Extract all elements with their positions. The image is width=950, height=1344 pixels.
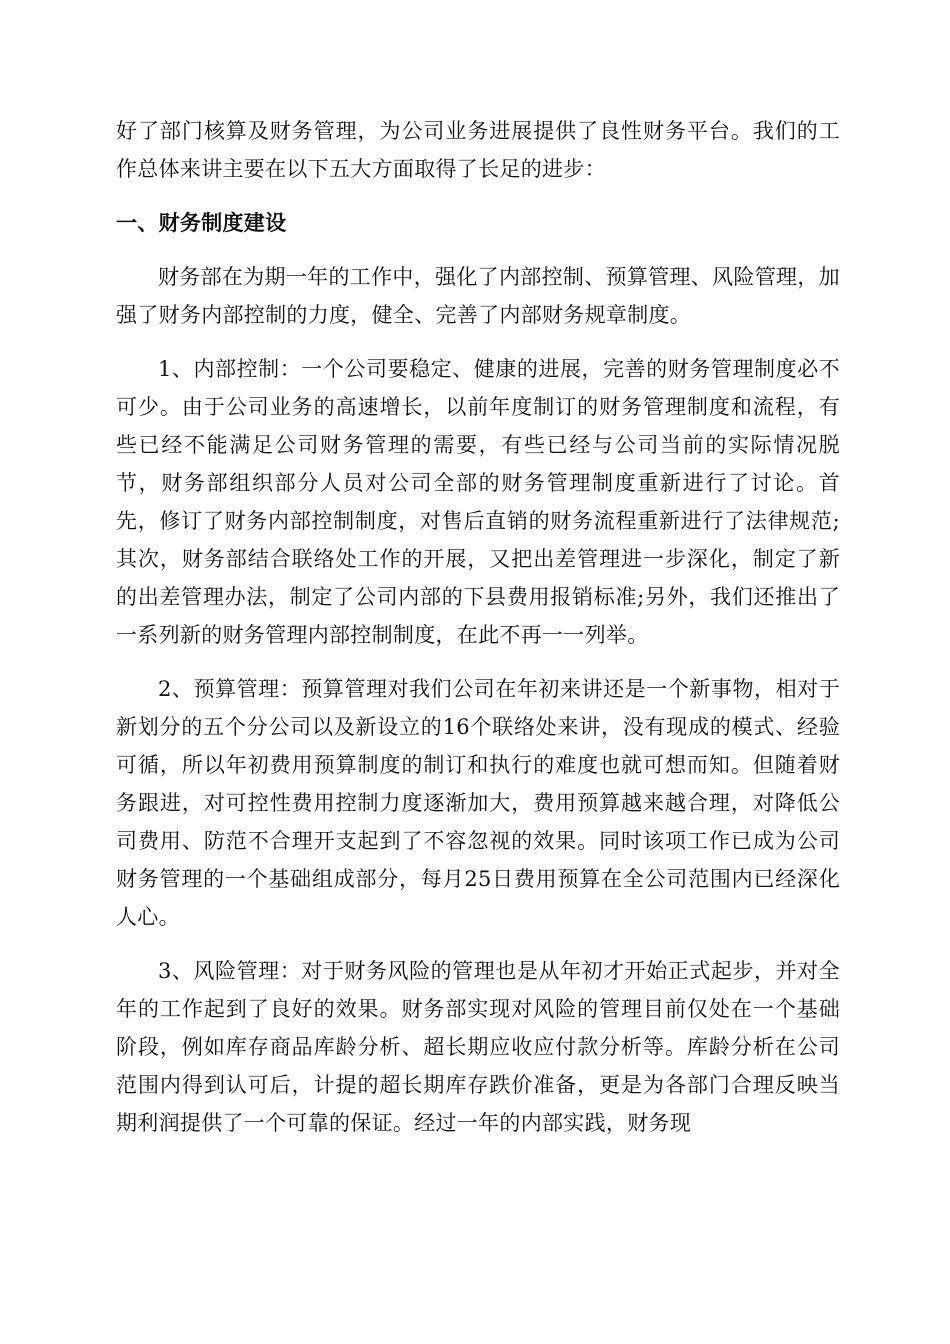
paragraph-risk-management: 3、风险管理：对于财务风险的管理也是从年初才开始正式起步，并对全年的工作起到了良好的效果。财务部实现对风险的管理目前仅处在一个基础阶段，例如库存商品库龄分析、超长期应收应付款分析等。库龄分析在公司范围内得到认可后，计提的超长期库存跌价准备，更是为各部门合理反映当期利润提供了一个可靠的保证。经过一年的内部实践，财务现	[116, 959, 840, 1135]
intro-paragraph: 好了部门核算及财务管理，为公司业务进展提供了良性财务平台。我们的工作总体来讲主要在以下五大方面取得了长足的进步：	[116, 119, 840, 181]
paragraph-internal-control: 1、内部控制：一个公司要稳定、健康的进展，完善的财务管理制度必不可少。由于公司业务的高速增长，以前年度制订的财务管理制度和流程，有些已经不能满足公司财务管理的需要，有些已经与公司当前的实际情况脱节，财务部组织部分人员对公司全部的财务管理制度重新进行了讨论。首先，修订了财务内部控制制度，对售后直销的财务流程重新进行了法律规范;其次，财务部结合联络处工作的开展，又把出差管理进一步深化，制定了新的出差管理办法，制定了公司内部的下县费用报销标准;另外，我们还推出了一系列新的财务管理内部控制制度，在此不再一一列举。	[116, 357, 840, 647]
paragraph-budget-management: 2、预算管理：预算管理对我们公司在年初来讲还是一个新事物，相对于新划分的五个分公司以及新设立的16个联络处来讲，没有现成的模式、经验可循，所以年初费用预算制度的制订和执行的难度也就可想而知。但随着财务跟进，对可控性费用控制力度逐渐加大，费用预算越来越合理，对降低公司费用、防范不合理开支起到了不容忽视的效果。同时该项工作已成为公司财务管理的一个基础组成部分，每月25日费用预算在全公司范围内已经深化人心。	[116, 677, 840, 929]
paragraph-overview: 财务部在为期一年的工作中，强化了内部控制、预算管理、风险管理，加强了财务内部控制的力度，健全、完善了内部财务规章制度。	[116, 265, 840, 327]
document-page	[116, 112, 840, 1142]
section-heading: 一、财务制度建设	[116, 211, 287, 235]
